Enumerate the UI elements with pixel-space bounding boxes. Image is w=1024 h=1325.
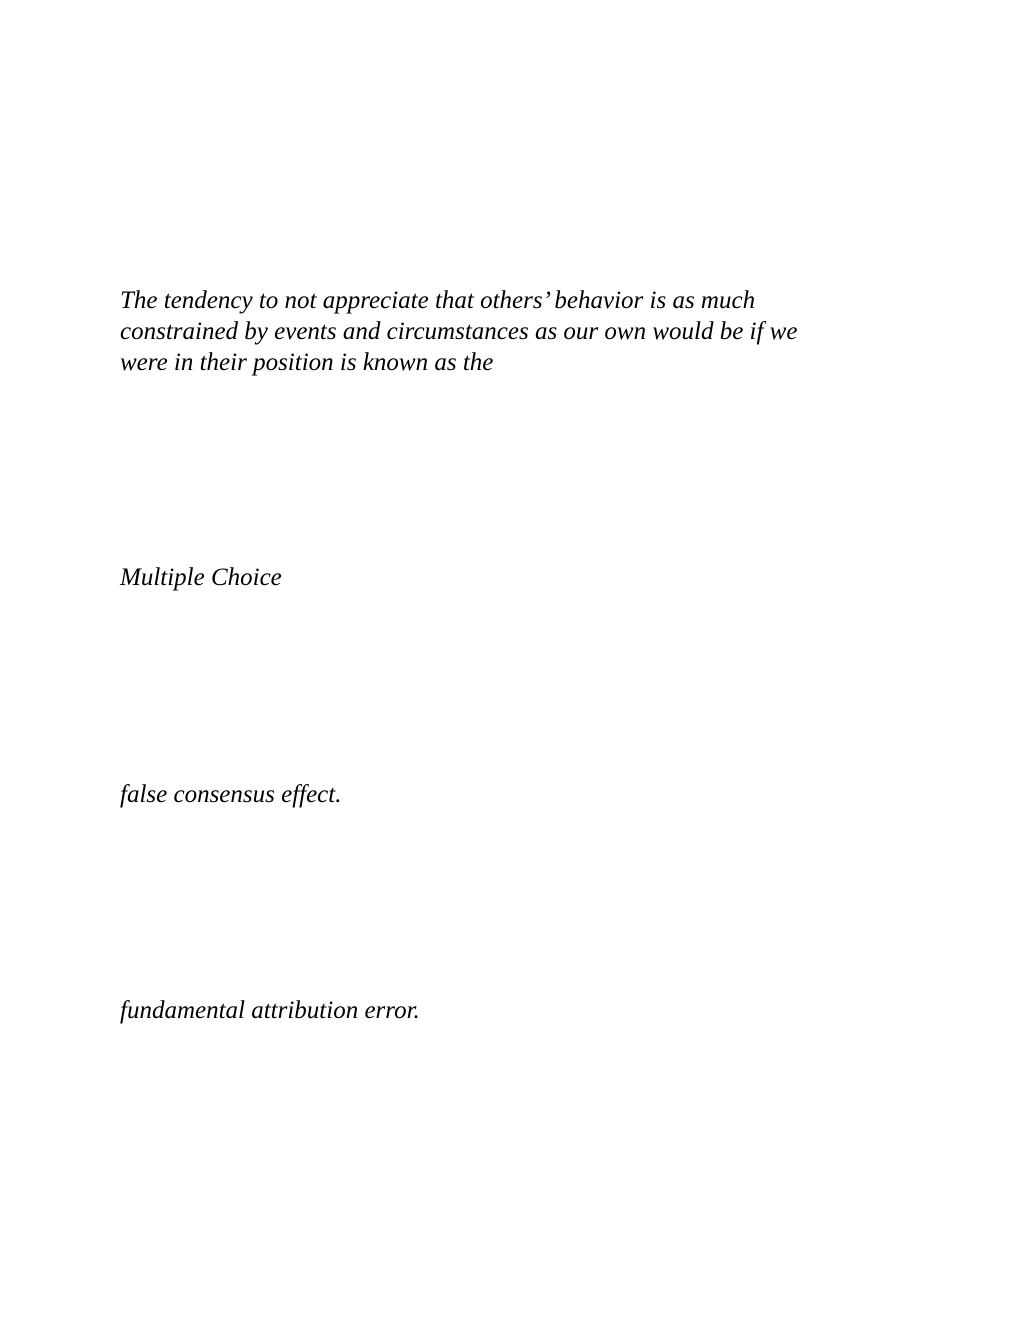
question-line: constrained by events and circumstances as our own would be if we bbox=[120, 318, 798, 345]
question-line: The tendency to not appreciate that others’ behavior is as much bbox=[120, 287, 756, 314]
question-line: were in their position is known as the bbox=[120, 349, 494, 376]
answer-option-1[interactable]: false consensus effect. bbox=[120, 781, 342, 808]
question-text bbox=[120, 285, 880, 378]
answer-option-2[interactable]: fundamental attribution error. bbox=[120, 997, 420, 1024]
question-type-label: Multiple Choice bbox=[120, 564, 282, 591]
